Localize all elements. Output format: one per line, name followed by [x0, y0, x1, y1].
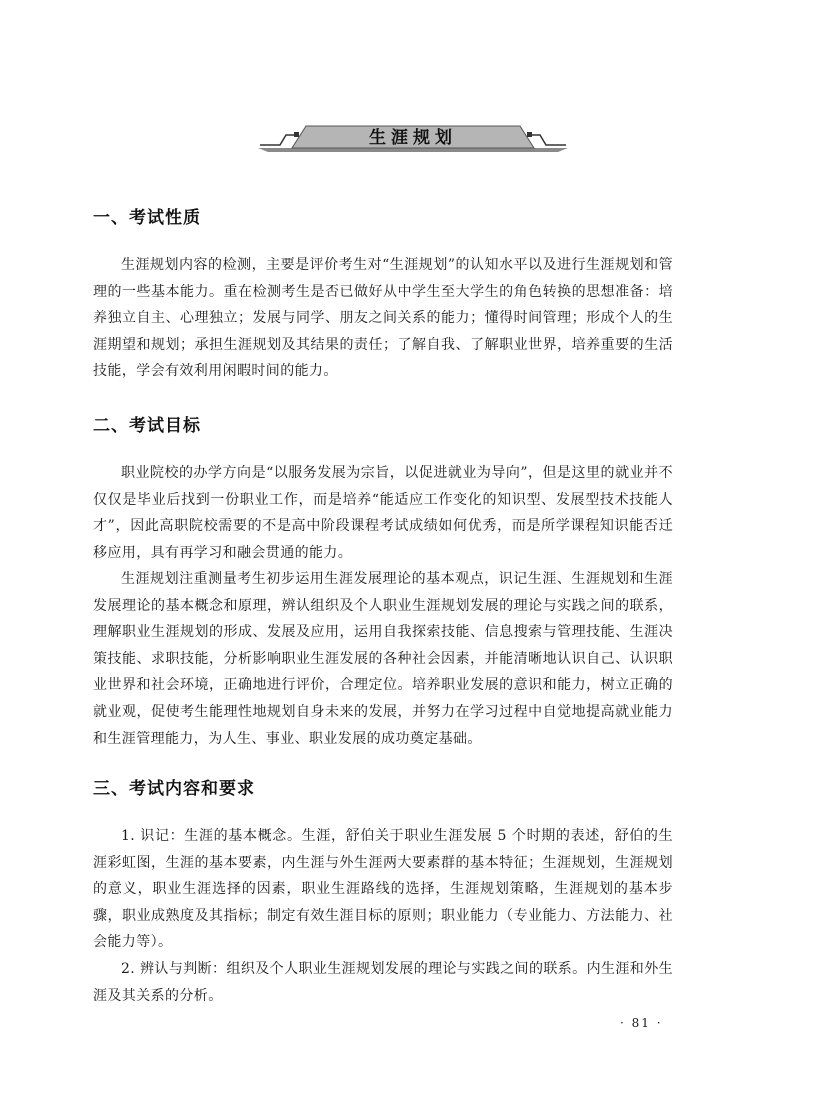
paragraph-nature: 生涯规划内容的检测，主要是评价考生对“生涯规划”的认知水平以及进行生涯规划和管理的一些基本能力。重在检测考生是否已做好从中学生至大学生的角色转换的思想准备：培养独立自主、心理独立；发展与同学、朋友之间关系的能力；懂得时间管理；形成个人的生涯期望和规划；承担生涯规划及其结果的责任；了解自我、了解职业世界，培养重要的生活技能，学会有效利用闲暇时间的能力。: [93, 257, 673, 380]
paragraph-objectives-1: 职业院校的办学方向是“以服务发展为宗旨，以促进就业为导向”，但是这里的就业并不仅仅是毕业后找到一份职业工作，而是培养“能适应工作变化的知识型、发展型技术技能人才”，因此高职院校需要的不是高中阶段课程考试成绩如何优秀，而是所学课程知识能否迁移应用，具有再学习和融会贯通的能力。: [93, 465, 673, 561]
section-heading-nature: 一、考试性质: [93, 208, 201, 228]
paragraph-content-2: 2. 辨认与判断：组织及个人职业生涯规划发展的理论与实践之间的联系。内生涯和外生涯及其关系的分析。: [93, 961, 673, 1004]
chapter-title: 生涯规划: [369, 128, 457, 148]
paragraph-objectives-2: 生涯规划注重测量考生初步运用生涯发展理论的基本观点，识记生涯、生涯规划和生涯发展理论的基本概念和原理，辨认组织及个人职业生涯规划发展的理论与实践之间的联系，理解职业生涯规划的形成、发展及应用，运用自我探索技能、信息搜索与管理技能、生涯决策技能、求职技能，分析影响职业生涯发展的各种社会因素，并能清晰地认识自己、认识职业世界和社会环境，正确地进行评价，合理定位。培养职业发展的意识和能力，树立正确的就业观，促使考生能理性地规划自身未来的发展，并努力在学习过程中自觉地提高就业能力和生涯管理能力，为人生、事业、职业发展的成功奠定基础。: [93, 571, 673, 747]
page-number: · 81 ·: [620, 1016, 663, 1030]
chapter-banner: [258, 118, 568, 152]
paragraph-content-1: 1. 识记：生涯的基本概念。生涯，舒伯关于职业生涯发展 5 个时期的表述，舒伯的生涯彩虹图，生涯的基本要素，内生涯与外生涯两大要素群的基本特征；生涯规划，生涯规划的意义，职业生涯选择的因素，职业生涯路线的选择，生涯规划策略，生涯规划的基本步骤，职业成熟度及其指标；制定有效生涯目标的原则；职业能力（专业能力、方法能力、社会能力等）。: [93, 828, 673, 951]
section-heading-content: 三、考试内容和要求: [93, 779, 255, 799]
section-heading-objectives: 二、考试目标: [93, 416, 201, 436]
